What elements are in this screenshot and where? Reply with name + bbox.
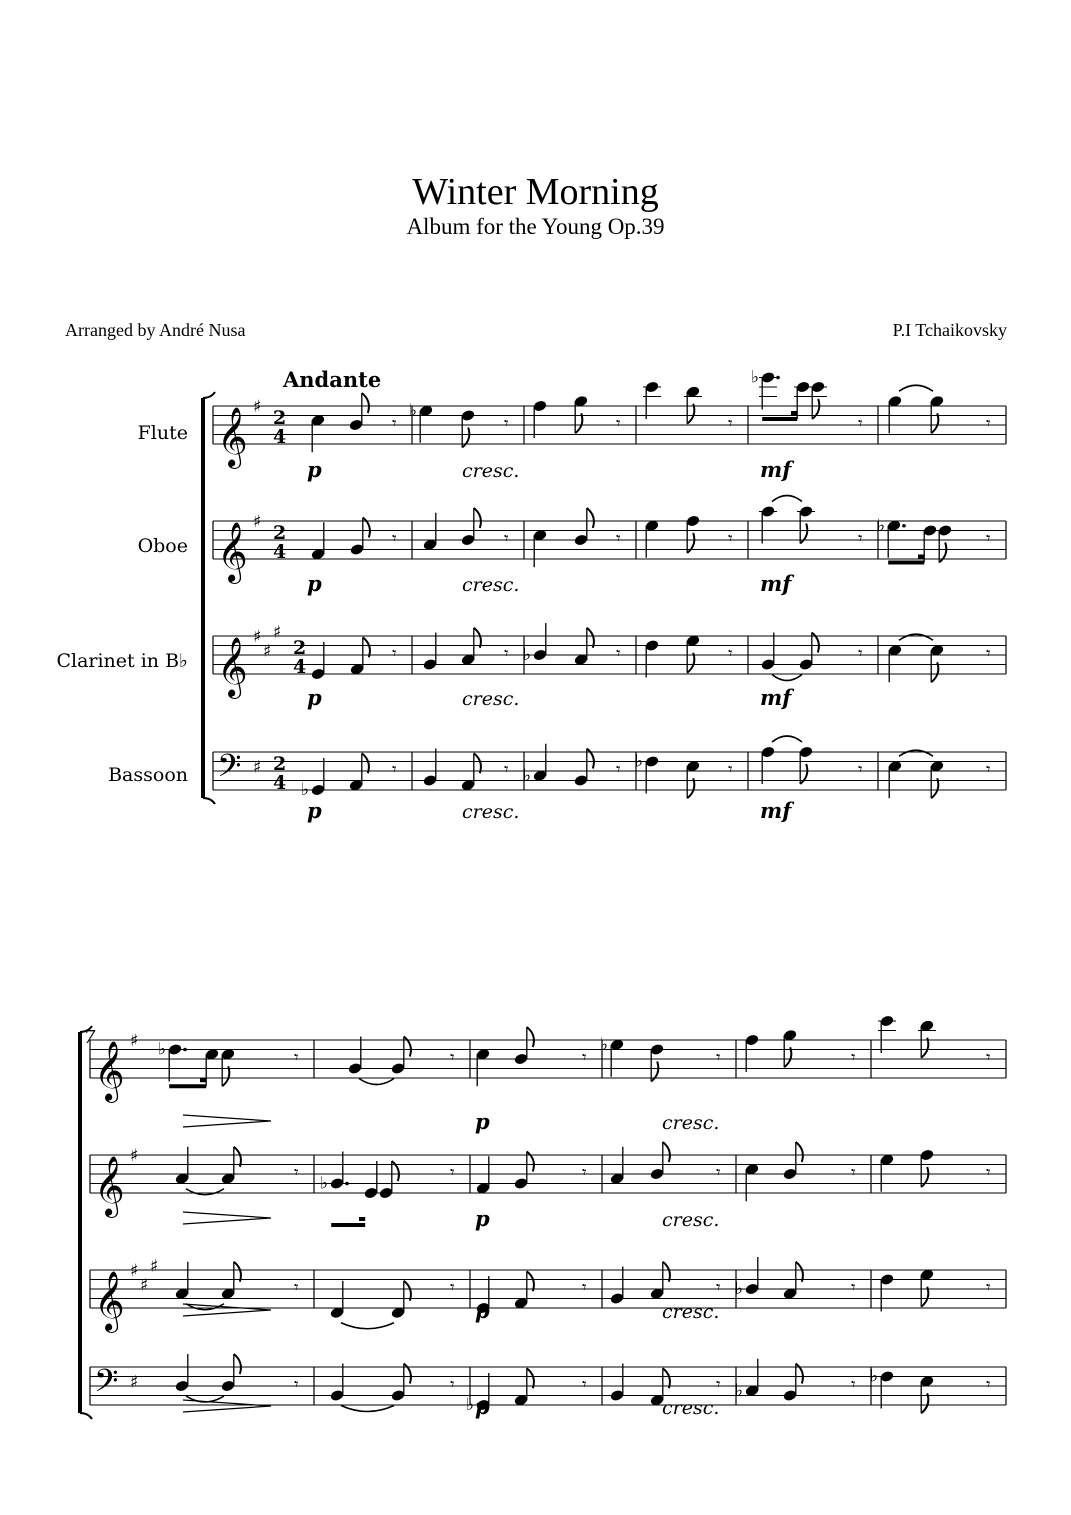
sharp-icon: ♯ xyxy=(130,1146,139,1166)
eighth-rest-icon: 𝄾 xyxy=(986,1048,991,1068)
instrument-label-clarinet: Clarinet in B♭ xyxy=(56,650,188,672)
dot xyxy=(183,1048,187,1052)
dynamic-cresc: cresc. xyxy=(462,688,520,710)
note-flag xyxy=(527,1027,534,1047)
sharp-icon: ♯ xyxy=(253,627,262,647)
eighth-rest-icon: 𝄾 xyxy=(392,414,397,434)
note-flag xyxy=(931,413,938,433)
eighth-rest-icon: 𝄾 xyxy=(728,414,733,434)
note-flag xyxy=(931,778,938,798)
eighth-rest-icon: 𝄾 xyxy=(294,1375,299,1395)
sharp-icon: ♯ xyxy=(253,757,262,778)
dynamic-mf: mf xyxy=(760,571,792,596)
note-flag xyxy=(921,1287,928,1307)
decrescendo-hairpin xyxy=(183,1212,271,1224)
time-signature-bottom: 4 xyxy=(273,426,287,449)
eighth-rest-icon: 𝄾 xyxy=(294,1163,299,1183)
sharp-icon: ♯ xyxy=(130,1372,139,1393)
time-signature-bottom: 4 xyxy=(273,541,287,564)
dynamic-mf: mf xyxy=(760,685,792,710)
tie xyxy=(899,385,933,391)
note-flag xyxy=(587,628,594,648)
tie xyxy=(772,736,802,742)
sharp-icon: ♯ xyxy=(273,622,282,643)
bracket-cap xyxy=(80,1413,92,1419)
tie xyxy=(341,1323,394,1329)
flat-icon: ♭ xyxy=(409,400,418,421)
note-flag xyxy=(527,1368,534,1388)
treble-clef-icon: 𝄞 xyxy=(94,1271,125,1331)
time-signature-top: 2 xyxy=(273,753,287,776)
note-flag xyxy=(234,1262,241,1282)
eighth-rest-icon: 𝄾 xyxy=(851,1375,856,1395)
score-subtitle: Album for the Young Op.39 xyxy=(406,214,665,239)
treble-clef-icon: 𝄞 xyxy=(94,1041,125,1101)
dynamic-cresc: cresc. xyxy=(662,1397,720,1419)
dynamic-p: p xyxy=(475,1109,490,1134)
note-flag xyxy=(587,508,594,528)
dynamic-p: p xyxy=(307,571,322,596)
eighth-rest-icon: 𝄾 xyxy=(986,1375,991,1395)
treble-clef-icon: 𝄞 xyxy=(217,637,248,697)
eighth-rest-icon: 𝄾 xyxy=(986,414,991,434)
flat-icon: ♭ xyxy=(635,751,644,772)
eighth-rest-icon: 𝄾 xyxy=(716,1278,721,1298)
eighth-rest-icon: 𝄾 xyxy=(504,529,509,549)
tie xyxy=(186,1189,224,1195)
tie xyxy=(772,675,802,681)
eighth-rest-icon: 𝄾 xyxy=(450,1163,455,1183)
flat-icon: ♭ xyxy=(158,1039,167,1060)
treble-clef-icon: 𝄞 xyxy=(217,407,248,467)
eighth-rest-icon: 𝄾 xyxy=(716,1375,721,1395)
eighth-rest-icon: 𝄾 xyxy=(582,1048,587,1068)
dynamic-mf: mf xyxy=(760,798,792,823)
eighth-rest-icon: 𝄾 xyxy=(851,1278,856,1298)
eighth-rest-icon: 𝄾 xyxy=(851,1163,856,1183)
treble-clef-icon: 𝄞 xyxy=(217,522,248,582)
dynamic-cresc: cresc. xyxy=(462,574,520,596)
dynamic-cresc: cresc. xyxy=(662,1301,720,1323)
sharp-icon: ♯ xyxy=(253,397,262,417)
tie xyxy=(359,1079,394,1085)
dynamic-cresc: cresc. xyxy=(462,801,520,823)
flat-icon: ♭ xyxy=(523,645,532,665)
eighth-rest-icon: 𝄾 xyxy=(294,1278,299,1298)
bass-clef-icon: 𝄢 xyxy=(94,1362,119,1407)
flat-icon: ♭ xyxy=(877,515,886,536)
eighth-rest-icon: 𝄾 xyxy=(582,1375,587,1395)
eighth-rest-icon: 𝄾 xyxy=(986,1278,991,1298)
eighth-rest-icon: 𝄾 xyxy=(851,1048,856,1068)
dynamic-p: p xyxy=(307,457,322,482)
measure-number: 7 xyxy=(84,1027,96,1048)
time-signature-bottom: 4 xyxy=(293,656,307,679)
eighth-rest-icon: 𝄾 xyxy=(858,760,863,780)
note-flag xyxy=(663,1262,670,1282)
dynamic-p: p xyxy=(475,1394,490,1419)
notation-layer xyxy=(80,368,1006,1420)
eighth-rest-icon: 𝄾 xyxy=(728,760,733,780)
tie xyxy=(899,750,933,756)
note-flag xyxy=(663,1368,670,1388)
eighth-rest-icon: 𝄾 xyxy=(294,1048,299,1068)
note-flag xyxy=(687,404,694,424)
eighth-rest-icon: 𝄾 xyxy=(616,644,621,664)
tempo-marking: Andante xyxy=(283,367,382,392)
eighth-rest-icon: 𝄾 xyxy=(858,414,863,434)
flat-icon: ♭ xyxy=(600,1034,609,1055)
sharp-icon: ♯ xyxy=(130,1031,139,1051)
note-flag xyxy=(796,1142,803,1162)
flat-icon: ♭ xyxy=(523,765,532,786)
eighth-rest-icon: 𝄾 xyxy=(450,1048,455,1068)
note-flag xyxy=(404,1281,411,1301)
dynamic-p: p xyxy=(475,1298,490,1323)
dynamic-mf: mf xyxy=(760,457,792,482)
note-flag xyxy=(687,653,694,673)
note-flag xyxy=(527,1271,534,1291)
note-flag xyxy=(921,1393,928,1413)
eighth-rest-icon: 𝄾 xyxy=(582,1278,587,1298)
decrescendo-hairpin xyxy=(183,1304,271,1316)
sharp-icon: ♯ xyxy=(130,1261,139,1281)
note-flag xyxy=(784,1047,791,1067)
eighth-rest-icon: 𝄾 xyxy=(728,644,733,664)
treble-clef-icon: 𝄞 xyxy=(94,1156,125,1216)
note-flag xyxy=(362,393,369,413)
note-flag xyxy=(474,508,481,528)
bracket-cap xyxy=(203,392,215,398)
instrument-label-oboe: Oboe xyxy=(137,535,188,557)
note-flag xyxy=(663,1142,670,1162)
note-flag xyxy=(474,753,481,773)
dynamic-cresc: cresc. xyxy=(662,1112,720,1134)
flat-icon: ♭ xyxy=(751,367,760,388)
dynamic-p: p xyxy=(307,685,322,710)
dot xyxy=(902,524,906,528)
flat-icon: ♭ xyxy=(301,780,310,800)
dot xyxy=(776,376,780,380)
dynamic-cresc: cresc. xyxy=(662,1209,720,1231)
time-signature-top: 2 xyxy=(293,637,307,660)
note-flag xyxy=(234,1147,241,1167)
note-flag xyxy=(362,753,369,773)
note-flag xyxy=(796,1262,803,1282)
dot xyxy=(345,1182,349,1186)
eighth-rest-icon: 𝄾 xyxy=(450,1375,455,1395)
note-flag xyxy=(575,413,582,433)
tie xyxy=(772,496,802,502)
eighth-rest-icon: 𝄾 xyxy=(504,414,509,434)
time-signature-top: 2 xyxy=(273,522,287,545)
time-signature-bottom: 4 xyxy=(273,772,287,795)
sharp-icon: ♯ xyxy=(263,641,272,662)
sharp-icon: ♯ xyxy=(140,1275,149,1296)
eighth-rest-icon: 𝄾 xyxy=(392,529,397,549)
eighth-rest-icon: 𝄾 xyxy=(858,529,863,549)
composer-credit: P.I Tchaikovsky xyxy=(892,320,1007,340)
eighth-rest-icon: 𝄾 xyxy=(392,644,397,664)
flat-icon: ♭ xyxy=(466,1395,475,1415)
instrument-label-bassoon: Bassoon xyxy=(108,764,188,786)
score-title: Winter Morning xyxy=(412,171,659,213)
note-flag xyxy=(363,637,370,657)
flat-icon: ♭ xyxy=(870,1366,879,1387)
eighth-rest-icon: 𝄾 xyxy=(450,1278,455,1298)
eighth-rest-icon: 𝄾 xyxy=(986,1163,991,1183)
eighth-rest-icon: 𝄾 xyxy=(504,644,509,664)
eighth-rest-icon: 𝄾 xyxy=(616,760,621,780)
eighth-rest-icon: 𝄾 xyxy=(858,644,863,664)
eighth-rest-icon: 𝄾 xyxy=(616,529,621,549)
dynamic-cresc: cresc. xyxy=(462,460,520,482)
tie xyxy=(899,634,933,640)
eighth-rest-icon: 𝄾 xyxy=(986,644,991,664)
note-flag xyxy=(474,628,481,648)
note-flag xyxy=(921,1038,928,1058)
note-flag xyxy=(687,778,694,798)
bracket-cap xyxy=(203,798,215,804)
eighth-rest-icon: 𝄾 xyxy=(392,760,397,780)
eighth-rest-icon: 𝄾 xyxy=(716,1048,721,1068)
note-flag xyxy=(222,1066,229,1086)
decrescendo-hairpin xyxy=(183,1400,271,1412)
time-signature-top: 2 xyxy=(273,407,287,430)
eighth-rest-icon: 𝄾 xyxy=(986,529,991,549)
eighth-rest-icon: 𝄾 xyxy=(986,760,991,780)
tie xyxy=(341,1406,394,1412)
sharp-icon: ♯ xyxy=(150,1256,159,1277)
dynamic-p: p xyxy=(307,798,322,823)
eighth-rest-icon: 𝄾 xyxy=(716,1163,721,1183)
decrescendo-hairpin xyxy=(183,1115,271,1127)
flat-icon: ♭ xyxy=(735,1279,744,1299)
bass-clef-icon: 𝄢 xyxy=(217,747,242,792)
flat-icon: ♭ xyxy=(320,1173,329,1194)
note-flag xyxy=(931,662,938,682)
eighth-rest-icon: 𝄾 xyxy=(616,414,621,434)
flat-icon: ♭ xyxy=(735,1380,744,1401)
note-flag xyxy=(234,1354,241,1374)
eighth-rest-icon: 𝄾 xyxy=(504,760,509,780)
eighth-rest-icon: 𝄾 xyxy=(728,529,733,549)
sharp-icon: ♯ xyxy=(253,512,262,532)
instrument-label-flute: Flute xyxy=(137,422,188,444)
eighth-rest-icon: 𝄾 xyxy=(582,1163,587,1183)
dynamic-p: p xyxy=(475,1206,490,1231)
arranger-credit: Arranged by André Nusa xyxy=(65,320,246,340)
